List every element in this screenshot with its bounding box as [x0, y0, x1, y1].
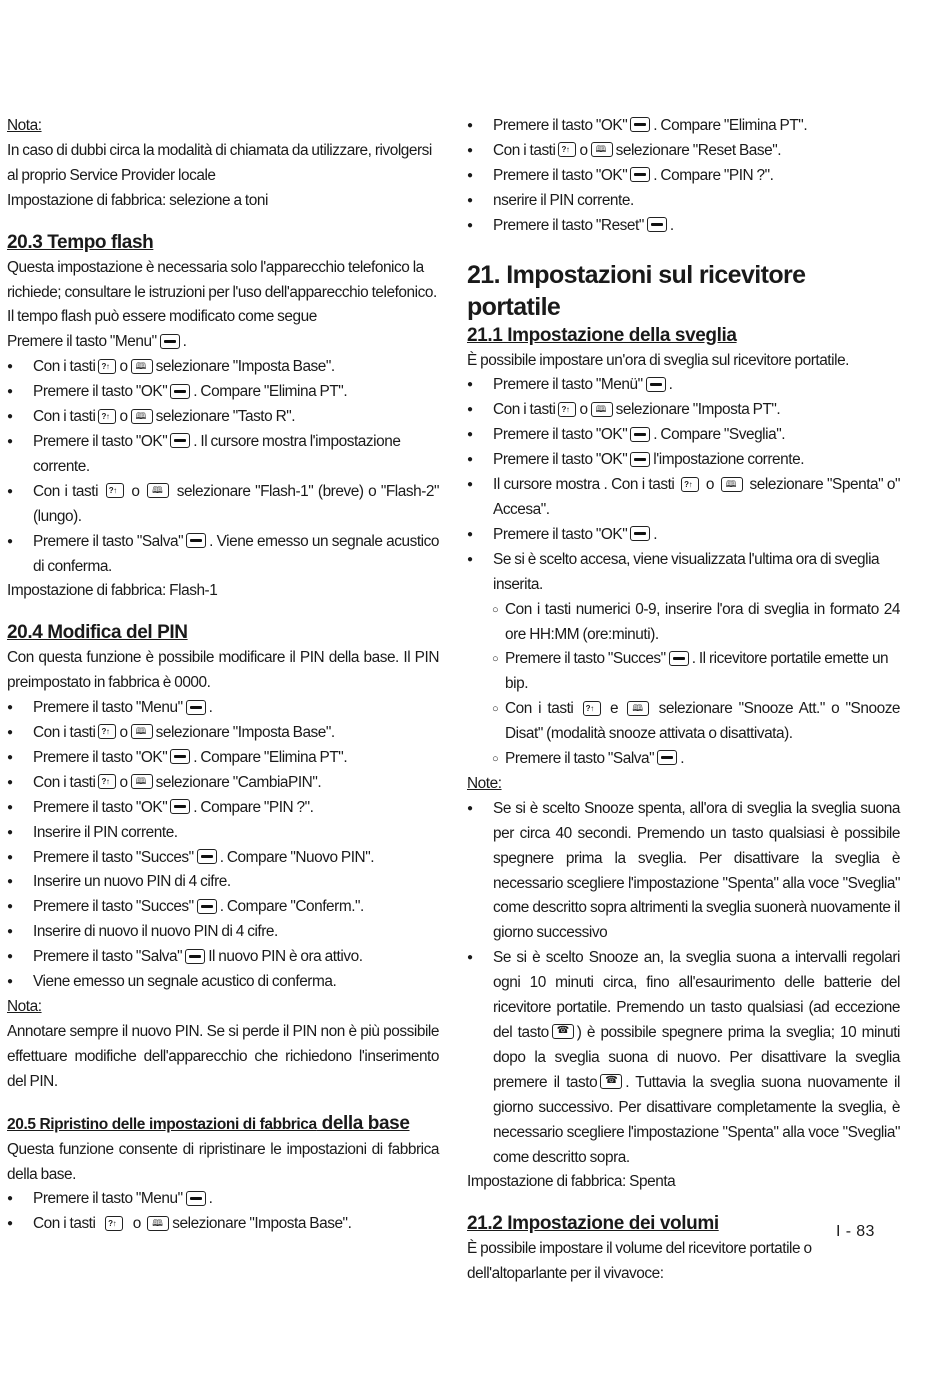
list-item: ● Se si è scelto Snooze spenta, all'ora di sveglia la sveglia suona per circa 40 secondi. Premendo un tasto qualsiasi è possibile spegnere prima la sveglia. Per disattivare la sveglia è necessario scegliere l'impostazione "Spenta" alla voce "Sveglia" come descritto sopra altrimenti la sveglia suonerà nuovamente il giorno successivo: [467, 797, 900, 946]
phonebook-key-icon: [131, 409, 153, 424]
list-item: ● Premere il tasto "Menu" .: [7, 696, 439, 721]
soft-key-icon: [646, 377, 666, 392]
paragraph: Premere il tasto "Menu" .: [7, 333, 187, 351]
nota-label: Nota:: [7, 998, 42, 1015]
list-item: ● Con i tasti?↑ o🕮 selezionare "CambiaPIN".: [7, 771, 439, 796]
handset-up-key-icon: [558, 142, 576, 157]
list-item: ● Premere il tasto "Succes" . Compare "Nuovo PIN".: [7, 846, 439, 871]
handset-up-key-icon: [105, 1216, 123, 1231]
soft-key-icon: [630, 167, 650, 182]
list-item: ● Con i tasti ?↑ o 🕮 selezionare "Flash-1" (breve) o "Flash-2" (lungo).: [7, 480, 439, 530]
list-item: ● Inserire di nuovo il nuovo PIN di 4 cifre.: [7, 920, 439, 945]
soft-key-icon: [197, 899, 217, 914]
phonebook-key-icon: [591, 142, 613, 157]
paragraph: È possibile impostare il volume del ricevitore portatile o dell'altoparlante per il vivavoce:: [467, 1240, 812, 1283]
phonebook-key-icon: [131, 774, 153, 789]
handset-up-key-icon: [106, 483, 124, 498]
paragraph: Questa impostazione è necessaria solo l'apparecchio telefonico la richiede; consultare le istruzioni per l'uso dell'apparecchio telefonico.: [7, 258, 437, 301]
paragraph: Il tempo flash può essere modificato come segue: [7, 308, 317, 326]
handset-up-key-icon: [558, 402, 576, 417]
list-item: ● Con i tasti?↑ o🕮 selezionare "Imposta Base".: [7, 355, 439, 380]
paragraph: Con questa funzione è possibile modificare il PIN della base. Il PIN preimpostato in fabbrica è 0000.: [7, 649, 439, 692]
factory-setting: Impostazione di fabbrica: Flash-1: [7, 582, 218, 600]
list-item: ● Premere il tasto "OK" . Compare "Sveglia".: [467, 423, 900, 448]
soft-key-icon: [630, 452, 650, 467]
list-item: ● Con i tasti?↑ o🕮 selezionare "Imposta Base".: [7, 721, 439, 746]
list-item: ● Premere il tasto "OK" . Il cursore mostra l'impostazione corrente.: [7, 430, 439, 480]
phonebook-key-icon: [721, 477, 743, 492]
sub-list-item: ○ Premere il tasto "Salva" .: [467, 747, 900, 772]
list-item: ● Premere il tasto "Salva" Il nuovo PIN è ora attivo.: [7, 945, 439, 970]
paragraph: Questa funzione consente di ripristinare le impostazioni di fabbrica della base.: [7, 1140, 439, 1183]
left-column: [7, 114, 439, 1237]
list-item: ● Premere il tasto "OK" . Compare "Elimina PT".: [7, 746, 439, 771]
list-item: ● Premere il tasto "Menu" .: [7, 1187, 439, 1212]
soft-key-icon: [186, 700, 206, 715]
list-item: ● Se si è scelto Snooze an, la sveglia suona a intervalli regolari ogni 10 minuti circa, fino all'esaurimento delle batterie del ricevitore portatile. Premendo un tasto qualsiasi (ad eccezione del tasto☎ ) è possibile spegnere prima la sveglia; 10 minuti dopo la sveglia suona di nuovo. Per disattivare la sveglia premere il tasto☎ . Tuttavia la sveglia suona nuovamente il giorno successivo. Per disattivare completamente la sveglia, è necessario scegliere l'impostazione "Spenta" alla voce "Sveglia" come descritto sopra.: [467, 946, 900, 1170]
handset-up-key-icon: [98, 359, 116, 374]
list-item: ● Con i tasti ?↑ o 🕮 selezionare "Imposta Base".: [7, 1212, 439, 1237]
paragraph: È possibile impostare un'ora di sveglia sul ricevitore portatile.: [467, 351, 850, 369]
list-item: ● Inserire il PIN corrente.: [7, 821, 439, 846]
soft-key-icon: [170, 433, 190, 448]
section-title-20-3: 20.3 Tempo flash: [7, 231, 154, 253]
phonebook-key-icon: [131, 359, 153, 374]
section-title-21-2: 21.2 Impostazione dei volumi: [467, 1213, 719, 1235]
handset-up-key-icon: [681, 477, 699, 492]
phonebook-key-icon: [627, 701, 649, 716]
page-number: I - 83: [836, 1223, 875, 1240]
soft-key-icon: [186, 1191, 206, 1206]
soft-key-icon: [630, 427, 650, 442]
list-item: ● Con i tasti?↑ o🕮 selezionare "Reset Base".: [467, 139, 900, 164]
sub-list-item: ○ Con i tasti numerici 0-9, inserire l'ora di sveglia in formato 24 ore HH:MM (ore:minuti).: [467, 598, 900, 648]
section-title-21-1: 21.1 Impostazione della sveglia: [467, 324, 737, 346]
section-title-20-5: 20.5 Ripristino delle impostazioni di fabbrica della base: [7, 1112, 410, 1134]
section-title-20-4: 20.4 Modifica del PIN: [7, 622, 188, 644]
soft-key-icon: [185, 949, 205, 964]
handset-up-key-icon: [583, 701, 601, 716]
list-item: ● Il cursore mostra . Con i tasti ?↑ o 🕮 selezionare "Spenta" o" Accesa".: [467, 473, 900, 523]
list-item: ● Premere il tasto "Reset" .: [467, 214, 900, 239]
phonebook-key-icon: [591, 402, 613, 417]
list-item: ● Premere il tasto "Succes" . Compare "Conferm.".: [7, 895, 439, 920]
soft-key-icon: [630, 117, 650, 132]
list-item: ● nserire il PIN corrente.: [467, 189, 900, 214]
soft-key-icon: [657, 750, 677, 765]
phonebook-key-icon: [131, 724, 153, 739]
nota-text: In caso di dubbi circa la modalità di chiamata da utilizzare, rivolgersi al proprio Service Provider locale: [7, 141, 432, 184]
right-column: [467, 114, 900, 1287]
nota-text: Annotare sempre il nuovo PIN. Se si perde il PIN non è più possibile effettuare modifiche dell'apparecchio che richiedono l'inserimento del PIN.: [7, 1022, 439, 1090]
soft-key-icon: [186, 533, 206, 548]
phonebook-key-icon: [147, 483, 169, 498]
soft-key-icon: [630, 526, 650, 541]
list-item: ● Con i tasti?↑ o🕮 selezionare "Tasto R".: [7, 405, 439, 430]
list-item: ● Se si è scelto accesa, viene visualizzata l'ultima ora di sveglia inserita.: [467, 548, 900, 598]
handset-up-key-icon: [98, 409, 116, 424]
soft-key-icon: [160, 334, 180, 349]
list-item: ● Premere il tasto "Salva" . Viene emesso un segnale acustico di conferma.: [7, 530, 439, 580]
list-item: ● Premere il tasto "OK" l'impostazione corrente.: [467, 448, 900, 473]
factory-setting: Impostazione di fabbrica: selezione a toni: [7, 191, 268, 209]
list-item: ● Premere il tasto "OK" . Compare "Elimina PT".: [7, 380, 439, 405]
list-item: ● Premere il tasto "OK" .: [467, 523, 900, 548]
handset-up-key-icon: [98, 724, 116, 739]
handset-up-key-icon: [98, 774, 116, 789]
note-label: Note:: [467, 774, 502, 792]
soft-key-icon: [669, 651, 689, 666]
list-item: ● Premere il tasto "OK" . Compare "PIN ?".: [7, 796, 439, 821]
list-item: ● Premere il tasto "OK" . Compare "PIN ?".: [467, 164, 900, 189]
nota-label: Nota:: [7, 117, 42, 134]
sub-list-item: ○ Con i tasti ?↑ e 🕮 selezionare "Snooze Att." o "Snooze Disat" (modalità snooze attivata o disattivata).: [467, 697, 900, 747]
phonebook-key-icon: [147, 1216, 169, 1231]
list-item: ● Con i tasti?↑ o🕮 selezionare "Imposta PT".: [467, 398, 900, 423]
chapter-title-21: 21. Impostazioni sul ricevitore portatile: [467, 260, 806, 321]
soft-key-icon: [197, 849, 217, 864]
list-item: ● Premere il tasto "OK" . Compare "Elimina PT".: [467, 114, 900, 139]
sub-list-item: ○ Premere il tasto "Succes" . Il ricevitore portatile emette un bip.: [467, 647, 900, 697]
factory-setting: Impostazione di fabbrica: Spenta: [467, 1173, 676, 1191]
soft-key-icon: [170, 384, 190, 399]
list-item: ● Premere il tasto "Menü" .: [467, 373, 900, 398]
soft-key-icon: [170, 749, 190, 764]
list-item: ● Inserire un nuovo PIN di 4 cifre.: [7, 870, 439, 895]
list-item: ● Viene emesso un segnale acustico di conferma.: [7, 970, 439, 995]
phone-key-icon: [552, 1024, 574, 1039]
soft-key-icon: [170, 799, 190, 814]
phone-key-icon: [600, 1074, 622, 1089]
soft-key-icon: [647, 217, 667, 232]
